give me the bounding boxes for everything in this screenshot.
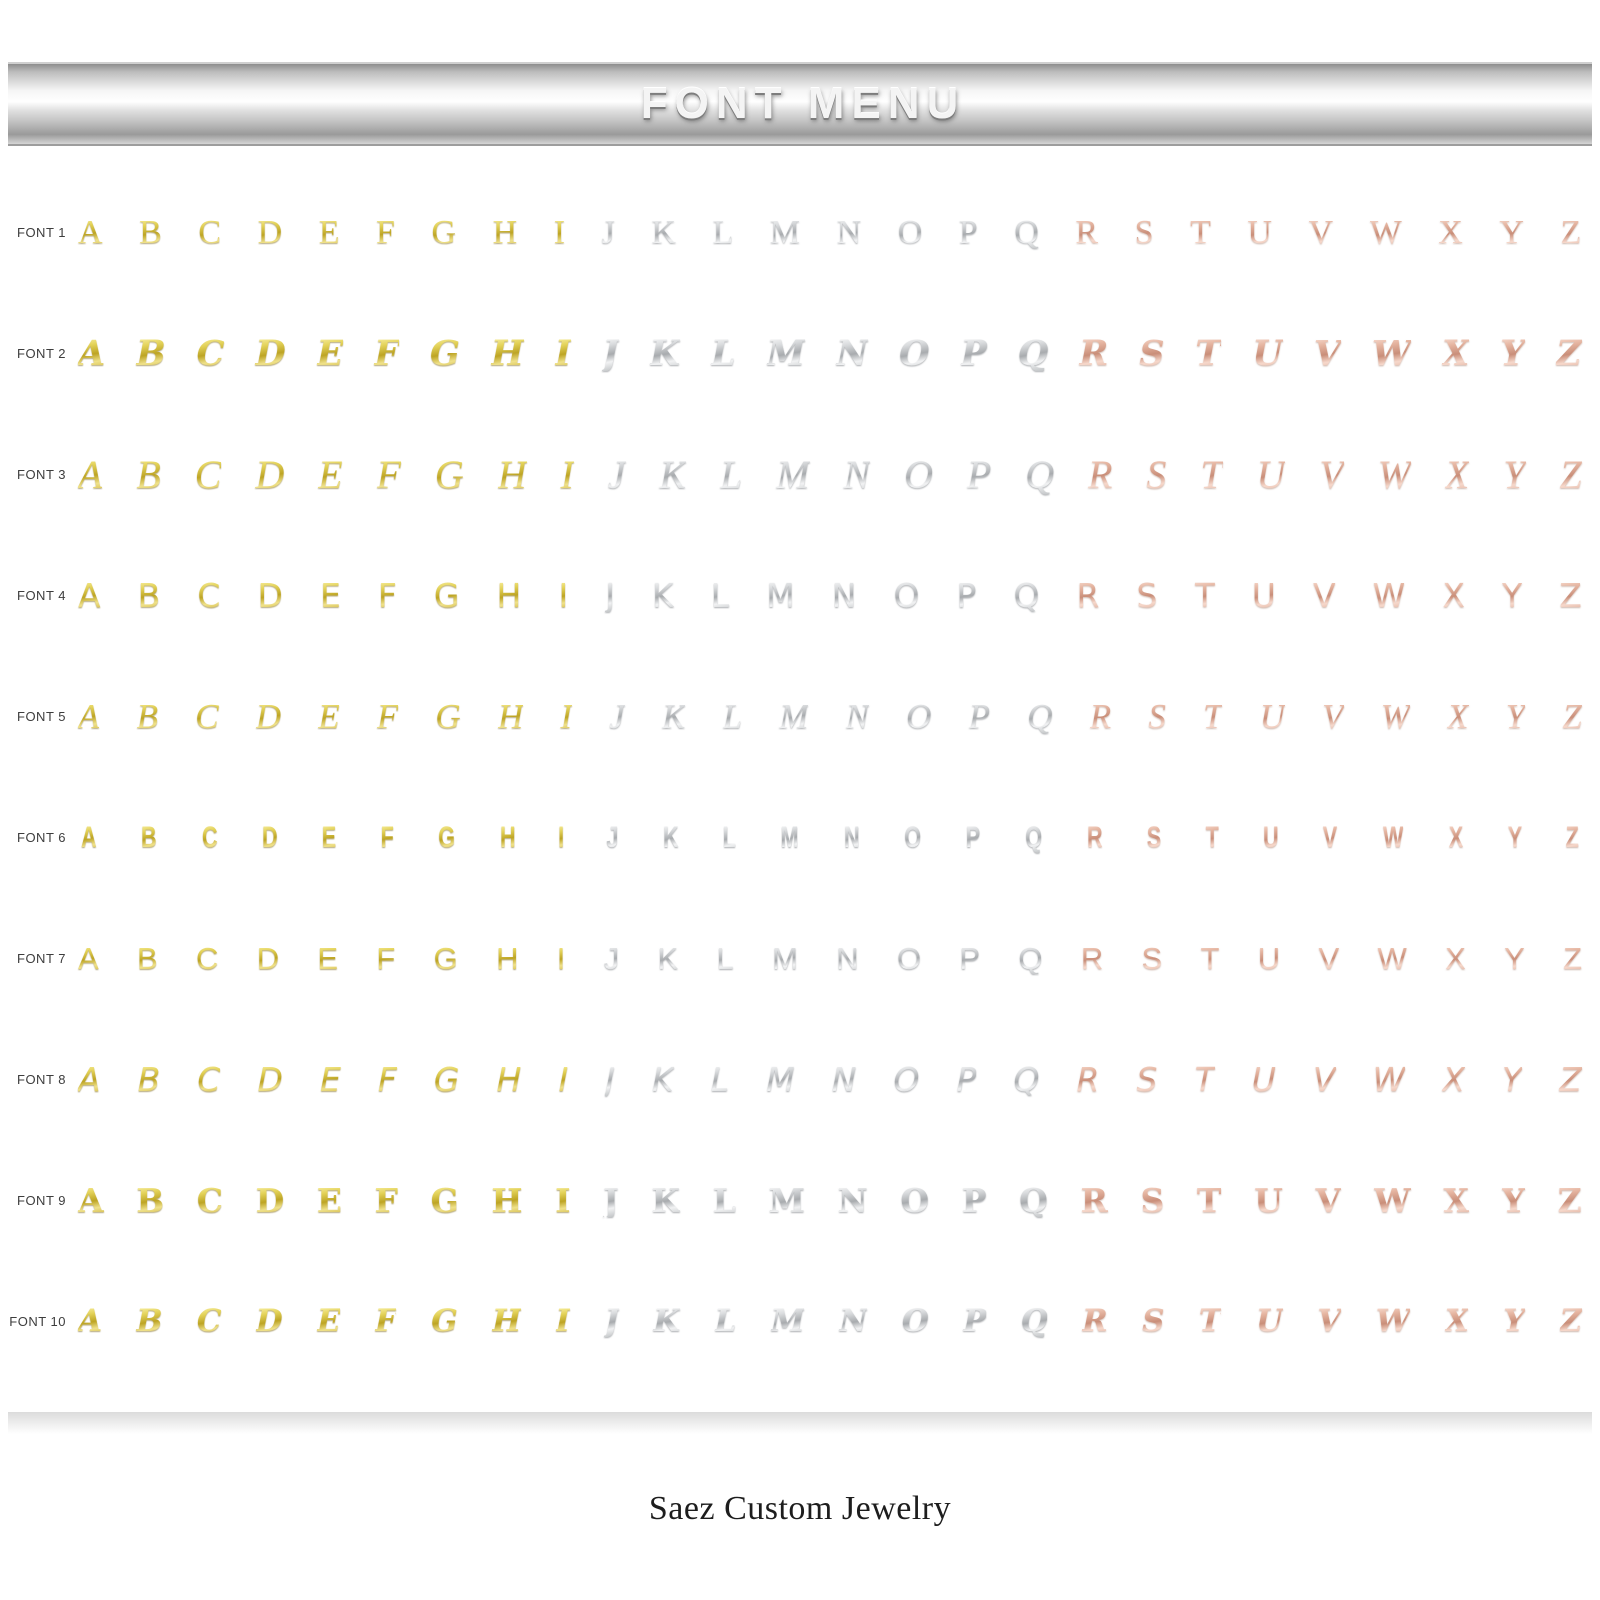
letter-glyph: K	[652, 1060, 674, 1099]
letter-glyph: S	[1140, 1181, 1165, 1220]
letter-glyph: F	[376, 451, 401, 497]
letter-glyph: M	[766, 333, 806, 374]
letter-glyph: D	[262, 820, 278, 854]
font-row[interactable]	[0, 777, 1600, 898]
letter-glyph: Y	[1503, 451, 1526, 497]
alphabet-strip	[76, 1060, 1600, 1099]
letter-glyph: X	[1442, 333, 1470, 374]
letter-glyph: Z	[1559, 576, 1582, 615]
font-row-label: FONT 6	[17, 830, 66, 845]
letter-glyph: U	[1254, 1181, 1283, 1220]
font-row-label: FONT 9	[17, 1193, 66, 1208]
letter-glyph: F	[374, 1303, 397, 1339]
letter-glyph: J	[603, 941, 620, 976]
letter-glyph: S	[1146, 451, 1167, 497]
plate-shadow	[8, 1412, 1592, 1434]
letter-glyph: H	[497, 697, 524, 736]
font-row[interactable]	[0, 1140, 1600, 1261]
letter-glyph: N	[843, 820, 860, 854]
letter-glyph: M	[766, 576, 795, 615]
letter-glyph: Y	[1502, 576, 1523, 615]
letter-glyph: O	[904, 820, 922, 854]
letter-glyph: Z	[1559, 451, 1582, 497]
alphabet-strip	[76, 943, 1600, 974]
letter-glyph: X	[1448, 820, 1464, 854]
font-row[interactable]	[0, 535, 1600, 656]
letter-glyph: C	[196, 1181, 223, 1220]
letter-glyph: R	[1088, 451, 1113, 497]
letter-glyph: Q	[1014, 213, 1040, 251]
letter-glyph: F	[376, 941, 396, 976]
letter-glyph: K	[657, 941, 679, 976]
letter-glyph: A	[78, 941, 99, 976]
font-row[interactable]	[0, 898, 1600, 1019]
letter-glyph: N	[836, 333, 869, 374]
letter-glyph: I	[558, 820, 565, 854]
letter-glyph: P	[958, 213, 979, 251]
letter-glyph: M	[779, 697, 809, 736]
alphabet-strip	[76, 213, 1600, 251]
letter-glyph: U	[1262, 820, 1279, 854]
letter-glyph: V	[1313, 576, 1336, 615]
letter-glyph: X	[1447, 697, 1469, 736]
letter-glyph: V	[1315, 1181, 1342, 1220]
letter-glyph: I	[553, 213, 566, 251]
letter-glyph: L	[710, 576, 730, 615]
letter-glyph: L	[710, 333, 736, 374]
letter-glyph: B	[137, 1060, 161, 1099]
letter-glyph: A	[78, 333, 106, 374]
letter-glyph: Z	[1557, 1181, 1582, 1220]
letter-glyph: F	[374, 333, 400, 374]
letter-glyph: Y	[1499, 213, 1525, 251]
letter-glyph: B	[136, 451, 161, 497]
letter-glyph: Y	[1507, 820, 1522, 854]
letter-glyph: I	[554, 333, 572, 374]
font-row-label: FONT 4	[17, 588, 66, 603]
letter-glyph: P	[961, 1181, 987, 1220]
alphabet-strip	[76, 820, 1600, 854]
letter-glyph: M	[780, 820, 799, 854]
letter-glyph: R	[1089, 697, 1112, 736]
letter-glyph: X	[1445, 941, 1466, 976]
letter-glyph: E	[316, 333, 344, 374]
letter-glyph: J	[607, 451, 626, 497]
letter-glyph: V	[1308, 213, 1334, 251]
letter-glyph: G	[430, 1181, 459, 1220]
letter-glyph: V	[1313, 1060, 1336, 1099]
letter-glyph: O	[901, 1303, 929, 1339]
letter-glyph: W	[1371, 333, 1412, 374]
letter-glyph: W	[1372, 1060, 1406, 1099]
letter-glyph: Q	[1013, 576, 1040, 615]
letter-glyph: V	[1323, 820, 1338, 854]
letter-glyph: A	[81, 820, 97, 854]
letter-glyph: I	[555, 1181, 571, 1220]
letter-glyph: S	[1134, 213, 1155, 251]
letter-glyph: G	[431, 213, 457, 251]
letter-glyph: C	[196, 333, 225, 374]
letter-glyph: F	[380, 820, 394, 854]
letter-glyph: A	[78, 1303, 102, 1339]
letter-glyph: S	[1136, 576, 1158, 615]
letter-glyph: Y	[1504, 941, 1525, 976]
letter-glyph: P	[959, 941, 981, 976]
letter-glyph: L	[722, 697, 743, 736]
letter-glyph: M	[772, 941, 798, 976]
letter-glyph: V	[1319, 451, 1344, 497]
letter-glyph: Q	[1017, 333, 1049, 374]
letter-glyph: E	[316, 1181, 342, 1220]
letter-glyph: N	[831, 1060, 857, 1099]
letter-glyph: B	[137, 576, 161, 615]
letter-glyph: A	[78, 213, 104, 251]
letter-glyph: U	[1247, 213, 1273, 251]
letter-glyph: V	[1313, 333, 1341, 374]
letter-glyph: N	[836, 213, 862, 251]
letter-glyph: E	[319, 1060, 341, 1099]
letter-glyph: B	[136, 1303, 163, 1339]
letter-glyph: S	[1141, 941, 1163, 976]
letter-glyph: P	[956, 576, 977, 615]
letter-glyph: K	[662, 820, 679, 854]
letter-glyph: R	[1076, 1060, 1100, 1099]
font-row-label: FONT 3	[17, 467, 66, 482]
letter-glyph: V	[1322, 697, 1344, 736]
letter-glyph: R	[1079, 333, 1109, 374]
letter-glyph: X	[1442, 576, 1465, 615]
letter-glyph: J	[605, 576, 615, 615]
letter-glyph: W	[1375, 1303, 1411, 1339]
letter-glyph: B	[136, 1181, 165, 1220]
letter-glyph: V	[1317, 1303, 1341, 1339]
letter-glyph: L	[710, 1060, 730, 1099]
letter-glyph: H	[497, 451, 527, 497]
letter-glyph: I	[560, 697, 573, 736]
letter-glyph: P	[968, 697, 991, 736]
letter-glyph: A	[78, 451, 103, 497]
letter-glyph: W	[1382, 820, 1404, 854]
letter-glyph: F	[374, 1181, 398, 1220]
letter-glyph: I	[558, 1060, 569, 1099]
letter-glyph: C	[196, 1303, 222, 1339]
letter-glyph: N	[837, 1181, 868, 1220]
letter-glyph: K	[651, 1181, 681, 1220]
letter-glyph: N	[843, 451, 871, 497]
letter-glyph: P	[965, 820, 981, 854]
letter-glyph: E	[318, 697, 340, 736]
letter-glyph: D	[255, 1303, 283, 1339]
letter-glyph: A	[78, 697, 100, 736]
letter-glyph: M	[766, 1060, 795, 1099]
letter-glyph: D	[255, 697, 282, 736]
letter-glyph: S	[1142, 1303, 1164, 1339]
letter-glyph: O	[904, 451, 933, 497]
letter-glyph: D	[255, 1181, 285, 1220]
letter-glyph: W	[1377, 941, 1407, 976]
letter-glyph: Z	[1559, 1303, 1582, 1339]
letter-glyph: H	[496, 1060, 522, 1099]
letter-glyph: F	[377, 1060, 397, 1099]
letter-glyph: N	[845, 697, 869, 736]
letter-glyph: P	[960, 333, 987, 374]
letter-glyph: M	[770, 1303, 805, 1339]
letter-glyph: N	[839, 1303, 868, 1339]
font-row[interactable]	[0, 293, 1600, 414]
page-title: FONT MENU	[640, 79, 966, 128]
letter-glyph: W	[1380, 697, 1410, 736]
font-row-label: FONT 10	[9, 1314, 66, 1329]
letter-glyph: R	[1086, 820, 1103, 854]
letter-glyph: T	[1198, 1303, 1222, 1339]
letter-glyph: B	[137, 941, 158, 976]
letter-glyph: G	[435, 697, 461, 736]
letter-glyph: E	[316, 1303, 341, 1339]
letter-glyph: A	[78, 1181, 104, 1220]
letter-glyph: Q	[1013, 1060, 1040, 1099]
letter-glyph: G	[431, 1303, 458, 1339]
letter-glyph: P	[966, 451, 992, 497]
letter-glyph: Y	[1502, 1060, 1523, 1099]
letter-glyph: C	[196, 941, 219, 976]
letter-glyph: G	[433, 576, 460, 615]
letter-glyph: C	[197, 576, 221, 615]
letter-glyph: V	[1318, 941, 1340, 976]
letter-glyph: K	[651, 213, 677, 251]
letter-glyph: D	[255, 333, 286, 374]
letter-glyph: I	[555, 1303, 570, 1339]
letter-glyph: C	[194, 451, 222, 497]
letter-glyph: Z	[1562, 697, 1582, 736]
letter-glyph: H	[490, 333, 524, 374]
letter-glyph: N	[836, 941, 859, 976]
letter-glyph: R	[1080, 941, 1104, 976]
letter-glyph: X	[1444, 1303, 1469, 1339]
letter-glyph: K	[649, 333, 681, 374]
font-row-label: FONT 8	[17, 1072, 66, 1087]
letter-glyph: B	[136, 697, 158, 736]
letter-glyph: L	[716, 941, 734, 976]
letter-glyph: A	[78, 1060, 101, 1099]
letter-glyph: L	[722, 820, 736, 854]
letter-glyph: H	[496, 576, 522, 615]
letter-glyph: Q	[1019, 1181, 1048, 1220]
letter-glyph: Z	[1565, 820, 1580, 854]
letter-glyph: U	[1257, 941, 1281, 976]
letter-glyph: I	[556, 941, 566, 976]
letter-glyph: U	[1259, 697, 1285, 736]
letter-glyph: S	[1147, 820, 1162, 854]
letter-glyph: Q	[1020, 1303, 1048, 1339]
letter-glyph: K	[662, 697, 686, 736]
letter-glyph: H	[500, 820, 516, 854]
letter-glyph: W	[1369, 213, 1403, 251]
letter-glyph: Z	[1563, 941, 1582, 976]
letter-glyph: X	[1444, 451, 1470, 497]
letter-glyph: Q	[1018, 941, 1043, 976]
letter-glyph: J	[601, 213, 616, 251]
font-row[interactable]	[0, 414, 1600, 535]
letter-glyph: O	[893, 1060, 920, 1099]
letter-glyph: K	[652, 576, 674, 615]
letter-glyph: X	[1442, 1060, 1465, 1099]
letter-glyph: F	[377, 576, 397, 615]
letter-glyph: S	[1148, 697, 1166, 736]
letter-glyph: J	[606, 820, 619, 854]
letter-glyph: K	[659, 451, 687, 497]
letter-glyph: O	[899, 333, 930, 374]
letter-glyph: B	[141, 820, 157, 854]
letter-glyph: X	[1443, 1181, 1469, 1220]
letter-glyph: I	[560, 451, 574, 497]
font-row[interactable]	[0, 656, 1600, 777]
letter-glyph: L	[712, 213, 734, 251]
letter-glyph: G	[433, 1060, 460, 1099]
letter-glyph: H	[491, 1303, 521, 1339]
letter-glyph: O	[896, 941, 922, 976]
letter-glyph: U	[1251, 576, 1276, 615]
letter-glyph: T	[1194, 1060, 1215, 1099]
letter-glyph: D	[255, 451, 285, 497]
letter-glyph: U	[1256, 1303, 1283, 1339]
alphabet-strip	[76, 576, 1600, 615]
font-row-label: FONT 1	[17, 225, 66, 240]
font-row-label: FONT 7	[17, 951, 66, 966]
letter-glyph: T	[1195, 333, 1222, 374]
letter-glyph: P	[963, 1303, 986, 1339]
letter-glyph: D	[257, 1060, 283, 1099]
letter-glyph: T	[1190, 213, 1212, 251]
letter-glyph: Q	[1027, 697, 1053, 736]
letter-glyph: T	[1200, 941, 1220, 976]
letter-glyph: T	[1196, 1181, 1222, 1220]
letter-glyph: J	[604, 1303, 619, 1339]
alphabet-strip	[76, 333, 1600, 374]
font-row[interactable]	[0, 1261, 1600, 1382]
letter-glyph: H	[496, 941, 519, 976]
letter-glyph: K	[653, 1303, 680, 1339]
letter-glyph: T	[1205, 820, 1219, 854]
letter-glyph: C	[195, 697, 219, 736]
letter-glyph: M	[768, 1181, 805, 1220]
header-banner	[8, 62, 1592, 146]
letter-glyph: H	[492, 213, 518, 251]
letter-glyph: J	[603, 1181, 619, 1220]
letter-glyph: S	[1136, 1060, 1158, 1099]
letter-glyph: Y	[1505, 697, 1526, 736]
letter-glyph: G	[433, 941, 458, 976]
alphabet-strip	[76, 699, 1600, 734]
letter-glyph: C	[201, 820, 218, 854]
letter-glyph: Y	[1503, 1303, 1525, 1339]
letter-glyph: W	[1372, 576, 1406, 615]
letter-glyph: X	[1438, 213, 1464, 251]
letter-glyph: O	[897, 213, 923, 251]
brand-name: Saez Custom Jewelry	[648, 1490, 952, 1527]
letter-glyph: E	[318, 451, 343, 497]
letter-glyph: E	[319, 576, 341, 615]
font-row-label: FONT 5	[17, 709, 66, 724]
letter-glyph: R	[1075, 213, 1099, 251]
letter-glyph: N	[831, 576, 857, 615]
font-row[interactable]	[0, 172, 1600, 293]
letter-glyph: J	[605, 1060, 615, 1099]
letter-glyph: U	[1256, 451, 1286, 497]
alphabet-strip	[76, 451, 1600, 497]
letter-glyph: Y	[1501, 1181, 1526, 1220]
font-row-label: FONT 2	[17, 346, 66, 361]
letter-glyph: F	[376, 213, 396, 251]
letter-glyph: E	[318, 213, 340, 251]
letter-glyph: P	[956, 1060, 977, 1099]
letter-glyph: E	[317, 941, 339, 976]
letter-glyph: L	[714, 1303, 736, 1339]
letter-glyph: Q	[1025, 451, 1055, 497]
alphabet-strip	[76, 1181, 1600, 1220]
letter-glyph: R	[1076, 576, 1100, 615]
font-row[interactable]	[0, 1019, 1600, 1140]
letter-glyph: T	[1194, 576, 1215, 615]
letter-glyph: A	[78, 576, 101, 615]
font-list	[0, 172, 1600, 1382]
letter-glyph: S	[1139, 333, 1165, 374]
letter-glyph: D	[257, 576, 283, 615]
letter-glyph: U	[1251, 1060, 1276, 1099]
alphabet-strip	[76, 1303, 1600, 1339]
letter-glyph: Y	[1500, 333, 1526, 374]
letter-glyph: R	[1082, 1303, 1108, 1339]
letter-glyph: C	[198, 213, 222, 251]
footer	[0, 1490, 1600, 1528]
letter-glyph: Z	[1559, 1060, 1582, 1099]
letter-glyph: B	[139, 213, 163, 251]
letter-glyph: O	[906, 697, 932, 736]
letter-glyph: G	[434, 451, 464, 497]
letter-glyph: G	[430, 333, 460, 374]
letter-glyph: J	[602, 333, 619, 374]
letter-glyph: D	[257, 213, 283, 251]
letter-glyph: E	[322, 820, 337, 854]
letter-glyph: T	[1200, 451, 1223, 497]
letter-glyph: O	[893, 576, 920, 615]
letter-glyph: Z	[1556, 333, 1582, 374]
letter-glyph: W	[1373, 1181, 1411, 1220]
letter-glyph: F	[376, 697, 399, 736]
letter-glyph: O	[900, 1181, 930, 1220]
letter-glyph: W	[1377, 451, 1411, 497]
letter-glyph: M	[769, 213, 801, 251]
letter-glyph: L	[712, 1181, 736, 1220]
letter-glyph: T	[1203, 697, 1223, 736]
letter-glyph: U	[1252, 333, 1283, 374]
letter-glyph: L	[720, 451, 743, 497]
letter-glyph: J	[609, 697, 625, 736]
letter-glyph: B	[136, 333, 166, 374]
letter-glyph: D	[256, 941, 280, 976]
letter-glyph: G	[438, 820, 456, 854]
letter-glyph: C	[197, 1060, 221, 1099]
letter-glyph: R	[1080, 1181, 1108, 1220]
letter-glyph: H	[491, 1181, 523, 1220]
letter-glyph: M	[776, 451, 810, 497]
letter-glyph: I	[558, 576, 569, 615]
letter-glyph: Q	[1025, 820, 1042, 854]
letter-glyph: Z	[1560, 213, 1582, 251]
